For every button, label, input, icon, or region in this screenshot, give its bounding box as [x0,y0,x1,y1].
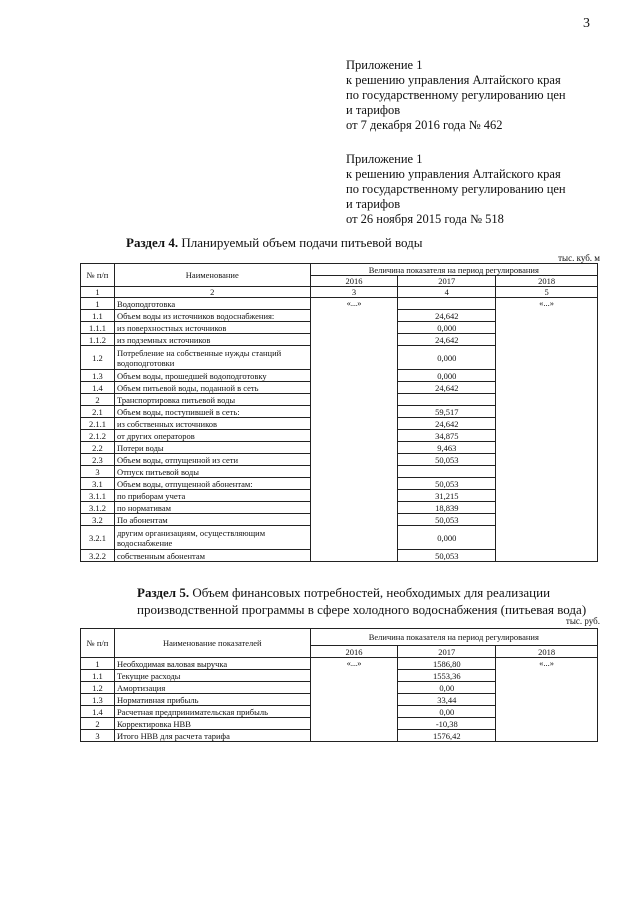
section5-table [80,628,598,742]
header-2016: 2016 [310,646,398,658]
value-2017 [398,394,496,406]
row-number: 3.2.2 [81,550,115,562]
header-2017: 2017 [398,646,496,658]
appendix-line: и тарифов [346,197,401,211]
section5-title [137,584,617,618]
value-2017 [398,466,496,478]
row-name: Транспортировка питьевой воды [114,394,310,406]
value-2017: 24,642 [398,334,496,346]
row-number: 1 [81,298,115,310]
row-name: Объем воды, отпущенной из сети [114,454,310,466]
row-name: Объем воды, поступившей в сеть: [114,406,310,418]
row-name: Нормативная прибыль [114,694,310,706]
appendix-header-2 [346,152,566,227]
section4-title-bold: Раздел 4. [126,235,179,250]
row-number: 1.3 [81,694,115,706]
column-number: 4 [398,287,496,298]
header-name: Наименование [114,264,310,287]
row-number: 1.1.2 [81,334,115,346]
header-num: № п/п [81,629,115,658]
column-number: 5 [496,287,598,298]
header-name: Наименование показателей [114,629,310,658]
value-2017: 24,642 [398,418,496,430]
row-name: Текущие расходы [114,670,310,682]
row-number: 1.2 [81,682,115,694]
value-2017: 0,00 [398,706,496,718]
row-name: по приборам учета [114,490,310,502]
section4-title [126,235,423,251]
value-2017: 1586,80 [398,658,496,670]
appendix-line: Приложение 1 [346,58,423,72]
value-2017: -10,38 [398,718,496,730]
row-number: 1.1 [81,310,115,322]
row-name: собственным абонентам [114,550,310,562]
row-name: по нормативам [114,502,310,514]
row-number: 1.4 [81,706,115,718]
value-2017: 50,053 [398,550,496,562]
row-name: другим организациям, осуществляющим водоснабжение [114,526,310,550]
value-2017: 31,215 [398,490,496,502]
row-name: Объем воды из источников водоснабжения: [114,310,310,322]
value-2018: «...» [496,298,598,562]
row-name: от других операторов [114,430,310,442]
value-2017: 1553,36 [398,670,496,682]
column-number: 2 [114,287,310,298]
value-2017: 24,642 [398,310,496,322]
row-name: Объем питьевой воды, поданной в сеть [114,382,310,394]
table-row [81,298,598,310]
section4-title-text: Планируемый объем подачи питьевой воды [178,235,423,250]
row-name: Потребление на собственные нужды станций водоподготовки [114,346,310,370]
value-2018: «...» [496,658,598,742]
appendix-header-1 [346,58,566,133]
row-number: 1 [81,658,115,670]
value-2017: 34,875 [398,430,496,442]
row-name: По абонентам [114,514,310,526]
appendix-line: от 7 декабря 2016 года № 462 [346,118,503,132]
appendix-line: и тарифов [346,103,401,117]
row-number: 1.1 [81,670,115,682]
row-name: Потери воды [114,442,310,454]
row-number: 3.1.1 [81,490,115,502]
value-2017: 18,839 [398,502,496,514]
row-name: из подземных источников [114,334,310,346]
row-name: Расчетная предпринимательская прибыль [114,706,310,718]
row-number: 3 [81,466,115,478]
value-2017: 24,642 [398,382,496,394]
section5-title-text: Объем финансовых потребностей, необходимых для реализации производственной программы в сфере холодного водоснабжения (питьевая вода) [137,585,587,617]
row-number: 2.1 [81,406,115,418]
value-2017: 0,000 [398,346,496,370]
appendix-line: к решению управления Алтайского края [346,167,561,181]
row-number: 1.2 [81,346,115,370]
section5-title-bold: Раздел 5. [137,585,190,600]
header-2016: 2016 [310,276,398,287]
row-name: Корректировка НВВ [114,718,310,730]
value-2017: 50,053 [398,478,496,490]
page-number: 3 [583,16,590,31]
row-name: Объем воды, прошедшей водоподготовку [114,370,310,382]
row-name: из собственных источников [114,418,310,430]
appendix-line: к решению управления Алтайского края [346,73,561,87]
row-number: 3.2 [81,514,115,526]
value-2016: «...» [310,658,398,742]
row-number: 2.1.2 [81,430,115,442]
section5-unit: тыс. руб. [565,616,600,626]
value-2017: 50,053 [398,514,496,526]
header-period: Величина показателя на период регулирования [310,264,597,276]
value-2017 [398,298,496,310]
row-number: 1.3 [81,370,115,382]
value-2017: 0,00 [398,682,496,694]
section4-table [80,263,598,562]
row-name: Амортизация [114,682,310,694]
value-2017: 9,463 [398,442,496,454]
row-name: Итого НВВ для расчета тарифа [114,730,310,742]
header-2018: 2018 [496,276,598,287]
value-2017: 0,000 [398,322,496,334]
appendix-line: Приложение 1 [346,152,423,166]
row-name: Объем воды, отпущенной абонентам: [114,478,310,490]
row-number: 3.1 [81,478,115,490]
row-number: 2 [81,718,115,730]
row-number: 2.1.1 [81,418,115,430]
header-2018: 2018 [496,646,598,658]
value-2016: «...» [310,298,398,562]
row-name: Необходимая валовая выручка [114,658,310,670]
value-2017: 33,44 [398,694,496,706]
table-row [81,658,598,670]
value-2017: 59,517 [398,406,496,418]
row-name: из поверхностных источников [114,322,310,334]
value-2017: 1576,42 [398,730,496,742]
column-number: 3 [310,287,398,298]
row-number: 1.4 [81,382,115,394]
row-number: 2.3 [81,454,115,466]
appendix-line: по государственному регулированию цен [346,88,566,102]
header-num: № п/п [81,264,115,287]
row-number: 3 [81,730,115,742]
value-2017: 0,000 [398,370,496,382]
row-number: 3.1.2 [81,502,115,514]
row-name: Отпуск питьевой воды [114,466,310,478]
value-2017: 0,000 [398,526,496,550]
row-number: 2 [81,394,115,406]
row-number: 3.2.1 [81,526,115,550]
appendix-line: от 26 ноября 2015 года № 518 [346,212,504,226]
row-number: 1.1.1 [81,322,115,334]
section4-unit: тыс. куб. м [558,253,600,263]
column-number: 1 [81,287,115,298]
header-period: Величина показателя на период регулирования [310,629,597,646]
header-2017: 2017 [398,276,496,287]
appendix-line: по государственному регулированию цен [346,182,566,196]
row-name: Водоподготовка [114,298,310,310]
row-number: 2.2 [81,442,115,454]
value-2017: 50,053 [398,454,496,466]
